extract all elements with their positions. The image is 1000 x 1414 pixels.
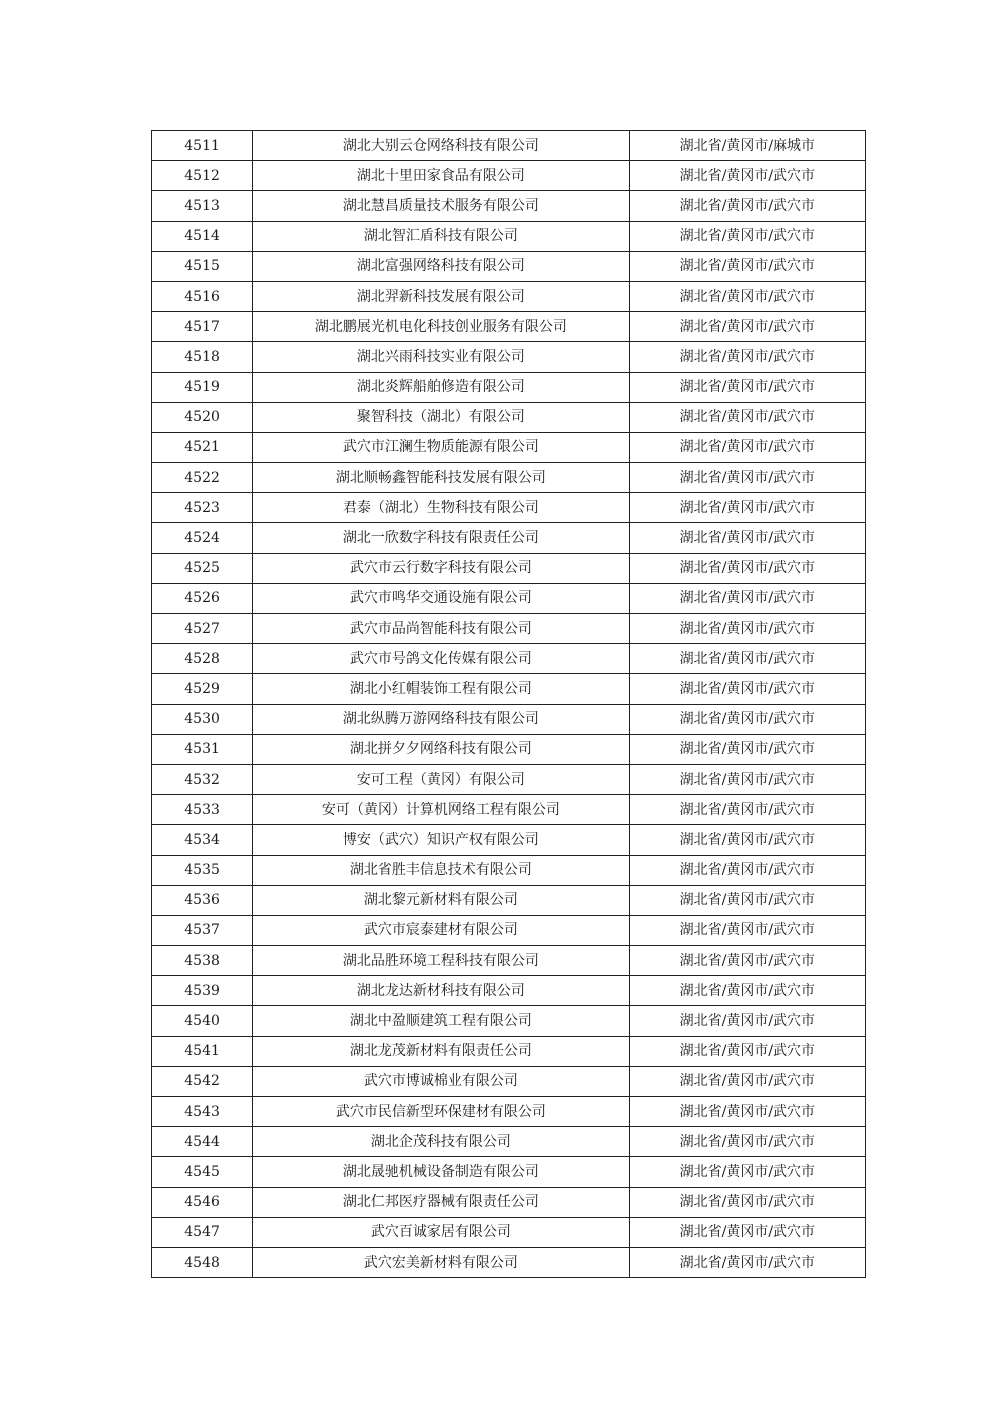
- company-name-cell: 湖北省胜丰信息技术有限公司: [253, 855, 630, 885]
- serial-number-cell: 4535: [152, 855, 253, 885]
- serial-number-cell: 4533: [152, 795, 253, 825]
- serial-number-cell: 4529: [152, 674, 253, 704]
- table-body: [152, 131, 866, 1278]
- region-cell: 湖北省/黄冈市/武穴市: [629, 553, 865, 583]
- region-cell: 湖北省/黄冈市/武穴市: [629, 855, 865, 885]
- table-row: [152, 372, 866, 402]
- region-cell: 湖北省/黄冈市/武穴市: [629, 1247, 865, 1277]
- company-name-cell: 聚智科技（湖北）有限公司: [253, 402, 630, 432]
- serial-number-cell: 4512: [152, 161, 253, 191]
- table-row: [152, 674, 866, 704]
- company-name-cell: 湖北龙茂新材料有限责任公司: [253, 1036, 630, 1066]
- company-name-cell: 武穴市号鸽文化传媒有限公司: [253, 644, 630, 674]
- region-cell: 湖北省/黄冈市/武穴市: [629, 1217, 865, 1247]
- company-name-cell: 湖北品胜环境工程科技有限公司: [253, 946, 630, 976]
- serial-number-cell: 4536: [152, 885, 253, 915]
- table-row: [152, 1006, 866, 1036]
- serial-number-cell: 4521: [152, 432, 253, 462]
- company-name-cell: 安可工程（黄冈）有限公司: [253, 764, 630, 794]
- region-cell: 湖北省/黄冈市/武穴市: [629, 1157, 865, 1187]
- company-name-cell: 湖北炎辉船舶修造有限公司: [253, 372, 630, 402]
- region-cell: 湖北省/黄冈市/武穴市: [629, 1097, 865, 1127]
- table-row: [152, 946, 866, 976]
- table-row: [152, 402, 866, 432]
- company-name-cell: 君泰（湖北）生物科技有限公司: [253, 493, 630, 523]
- table-row: [152, 432, 866, 462]
- region-cell: 湖北省/黄冈市/武穴市: [629, 885, 865, 915]
- region-cell: 湖北省/黄冈市/武穴市: [629, 1066, 865, 1096]
- company-list-table: [151, 130, 866, 1278]
- region-cell: 湖北省/黄冈市/武穴市: [629, 825, 865, 855]
- region-cell: 湖北省/黄冈市/武穴市: [629, 432, 865, 462]
- serial-number-cell: 4519: [152, 372, 253, 402]
- table-row: [152, 795, 866, 825]
- region-cell: 湖北省/黄冈市/武穴市: [629, 221, 865, 251]
- serial-number-cell: 4526: [152, 583, 253, 613]
- company-name-cell: 博安（武穴）知识产权有限公司: [253, 825, 630, 855]
- table-row: [152, 704, 866, 734]
- company-name-cell: 武穴百诚家居有限公司: [253, 1217, 630, 1247]
- serial-number-cell: 4523: [152, 493, 253, 523]
- serial-number-cell: 4540: [152, 1006, 253, 1036]
- region-cell: 湖北省/黄冈市/武穴市: [629, 1127, 865, 1157]
- region-cell: 湖北省/黄冈市/武穴市: [629, 342, 865, 372]
- region-cell: 湖北省/黄冈市/武穴市: [629, 946, 865, 976]
- table-row: [152, 342, 866, 372]
- table-row: [152, 161, 866, 191]
- company-name-cell: 武穴市民信新型环保建材有限公司: [253, 1097, 630, 1127]
- company-name-cell: 湖北富强网络科技有限公司: [253, 251, 630, 281]
- region-cell: 湖北省/黄冈市/武穴市: [629, 795, 865, 825]
- region-cell: 湖北省/黄冈市/武穴市: [629, 583, 865, 613]
- serial-number-cell: 4527: [152, 614, 253, 644]
- region-cell: 湖北省/黄冈市/武穴市: [629, 161, 865, 191]
- company-name-cell: 武穴市品尚智能科技有限公司: [253, 614, 630, 644]
- company-name-cell: 湖北鹏展光机电化科技创业服务有限公司: [253, 312, 630, 342]
- company-name-cell: 湖北仁邦医疗器械有限责任公司: [253, 1187, 630, 1217]
- table-row: [152, 191, 866, 221]
- serial-number-cell: 4547: [152, 1217, 253, 1247]
- table-row: [152, 855, 866, 885]
- serial-number-cell: 4528: [152, 644, 253, 674]
- table-row: [152, 1066, 866, 1096]
- serial-number-cell: 4544: [152, 1127, 253, 1157]
- company-name-cell: 湖北兴雨科技实业有限公司: [253, 342, 630, 372]
- table-row: [152, 644, 866, 674]
- company-name-cell: 湖北小红帽装饰工程有限公司: [253, 674, 630, 704]
- region-cell: 湖北省/黄冈市/武穴市: [629, 523, 865, 553]
- company-name-cell: 湖北企茂科技有限公司: [253, 1127, 630, 1157]
- serial-number-cell: 4518: [152, 342, 253, 372]
- region-cell: 湖北省/黄冈市/武穴市: [629, 402, 865, 432]
- table-row: [152, 131, 866, 161]
- serial-number-cell: 4534: [152, 825, 253, 855]
- region-cell: 湖北省/黄冈市/武穴市: [629, 764, 865, 794]
- table-row: [152, 221, 866, 251]
- company-name-cell: 湖北中盈顺建筑工程有限公司: [253, 1006, 630, 1036]
- region-cell: 湖北省/黄冈市/武穴市: [629, 976, 865, 1006]
- serial-number-cell: 4514: [152, 221, 253, 251]
- serial-number-cell: 4530: [152, 704, 253, 734]
- company-name-cell: 湖北十里田家食品有限公司: [253, 161, 630, 191]
- region-cell: 湖北省/黄冈市/武穴市: [629, 704, 865, 734]
- table-row: [152, 1127, 866, 1157]
- serial-number-cell: 4543: [152, 1097, 253, 1127]
- company-name-cell: 湖北大别云仓网络科技有限公司: [253, 131, 630, 161]
- company-name-cell: 武穴市江澜生物质能源有限公司: [253, 432, 630, 462]
- serial-number-cell: 4542: [152, 1066, 253, 1096]
- serial-number-cell: 4532: [152, 764, 253, 794]
- serial-number-cell: 4513: [152, 191, 253, 221]
- table-row: [152, 281, 866, 311]
- serial-number-cell: 4515: [152, 251, 253, 281]
- table-row: [152, 915, 866, 945]
- region-cell: 湖北省/黄冈市/武穴市: [629, 644, 865, 674]
- table-row: [152, 1247, 866, 1277]
- table-row: [152, 493, 866, 523]
- table-row: [152, 976, 866, 1006]
- region-cell: 湖北省/黄冈市/武穴市: [629, 493, 865, 523]
- company-name-cell: 武穴市宸泰建材有限公司: [253, 915, 630, 945]
- company-name-cell: 湖北拼夕夕网络科技有限公司: [253, 734, 630, 764]
- table-row: [152, 734, 866, 764]
- company-name-cell: 湖北智汇盾科技有限公司: [253, 221, 630, 251]
- company-name-cell: 湖北一欣数字科技有限责任公司: [253, 523, 630, 553]
- region-cell: 湖北省/黄冈市/武穴市: [629, 1036, 865, 1066]
- table-row: [152, 1097, 866, 1127]
- serial-number-cell: 4537: [152, 915, 253, 945]
- region-cell: 湖北省/黄冈市/武穴市: [629, 463, 865, 493]
- company-name-cell: 安可（黄冈）计算机网络工程有限公司: [253, 795, 630, 825]
- region-cell: 湖北省/黄冈市/武穴市: [629, 372, 865, 402]
- region-cell: 湖北省/黄冈市/武穴市: [629, 1187, 865, 1217]
- serial-number-cell: 4548: [152, 1247, 253, 1277]
- company-name-cell: 湖北纵腾万游网络科技有限公司: [253, 704, 630, 734]
- table-row: [152, 1036, 866, 1066]
- company-name-cell: 湖北龙达新材科技有限公司: [253, 976, 630, 1006]
- region-cell: 湖北省/黄冈市/麻城市: [629, 131, 865, 161]
- serial-number-cell: 4517: [152, 312, 253, 342]
- serial-number-cell: 4520: [152, 402, 253, 432]
- table-row: [152, 1157, 866, 1187]
- table-row: [152, 885, 866, 915]
- region-cell: 湖北省/黄冈市/武穴市: [629, 915, 865, 945]
- serial-number-cell: 4522: [152, 463, 253, 493]
- region-cell: 湖北省/黄冈市/武穴市: [629, 281, 865, 311]
- company-name-cell: 武穴宏美新材料有限公司: [253, 1247, 630, 1277]
- company-name-cell: 武穴市博诚棉业有限公司: [253, 1066, 630, 1096]
- table-row: [152, 523, 866, 553]
- serial-number-cell: 4531: [152, 734, 253, 764]
- serial-number-cell: 4516: [152, 281, 253, 311]
- region-cell: 湖北省/黄冈市/武穴市: [629, 1006, 865, 1036]
- region-cell: 湖北省/黄冈市/武穴市: [629, 614, 865, 644]
- company-name-cell: 湖北顺畅鑫智能科技发展有限公司: [253, 463, 630, 493]
- table-row: [152, 825, 866, 855]
- table-row: [152, 463, 866, 493]
- serial-number-cell: 4538: [152, 946, 253, 976]
- table-row: [152, 614, 866, 644]
- company-name-cell: 湖北羿新科技发展有限公司: [253, 281, 630, 311]
- table-row: [152, 1217, 866, 1247]
- company-name-cell: 武穴市鸣华交通设施有限公司: [253, 583, 630, 613]
- table-row: [152, 251, 866, 281]
- serial-number-cell: 4539: [152, 976, 253, 1006]
- serial-number-cell: 4545: [152, 1157, 253, 1187]
- company-name-cell: 湖北黎元新材料有限公司: [253, 885, 630, 915]
- company-name-cell: 湖北晟驰机械设备制造有限公司: [253, 1157, 630, 1187]
- table-row: [152, 312, 866, 342]
- company-name-cell: 湖北慧昌质量技术服务有限公司: [253, 191, 630, 221]
- serial-number-cell: 4524: [152, 523, 253, 553]
- serial-number-cell: 4541: [152, 1036, 253, 1066]
- serial-number-cell: 4511: [152, 131, 253, 161]
- region-cell: 湖北省/黄冈市/武穴市: [629, 251, 865, 281]
- serial-number-cell: 4546: [152, 1187, 253, 1217]
- region-cell: 湖北省/黄冈市/武穴市: [629, 734, 865, 764]
- company-name-cell: 武穴市云行数字科技有限公司: [253, 553, 630, 583]
- region-cell: 湖北省/黄冈市/武穴市: [629, 191, 865, 221]
- table-row: [152, 764, 866, 794]
- serial-number-cell: 4525: [152, 553, 253, 583]
- region-cell: 湖北省/黄冈市/武穴市: [629, 674, 865, 704]
- region-cell: 湖北省/黄冈市/武穴市: [629, 312, 865, 342]
- table-row: [152, 1187, 866, 1217]
- table-row: [152, 553, 866, 583]
- table-row: [152, 583, 866, 613]
